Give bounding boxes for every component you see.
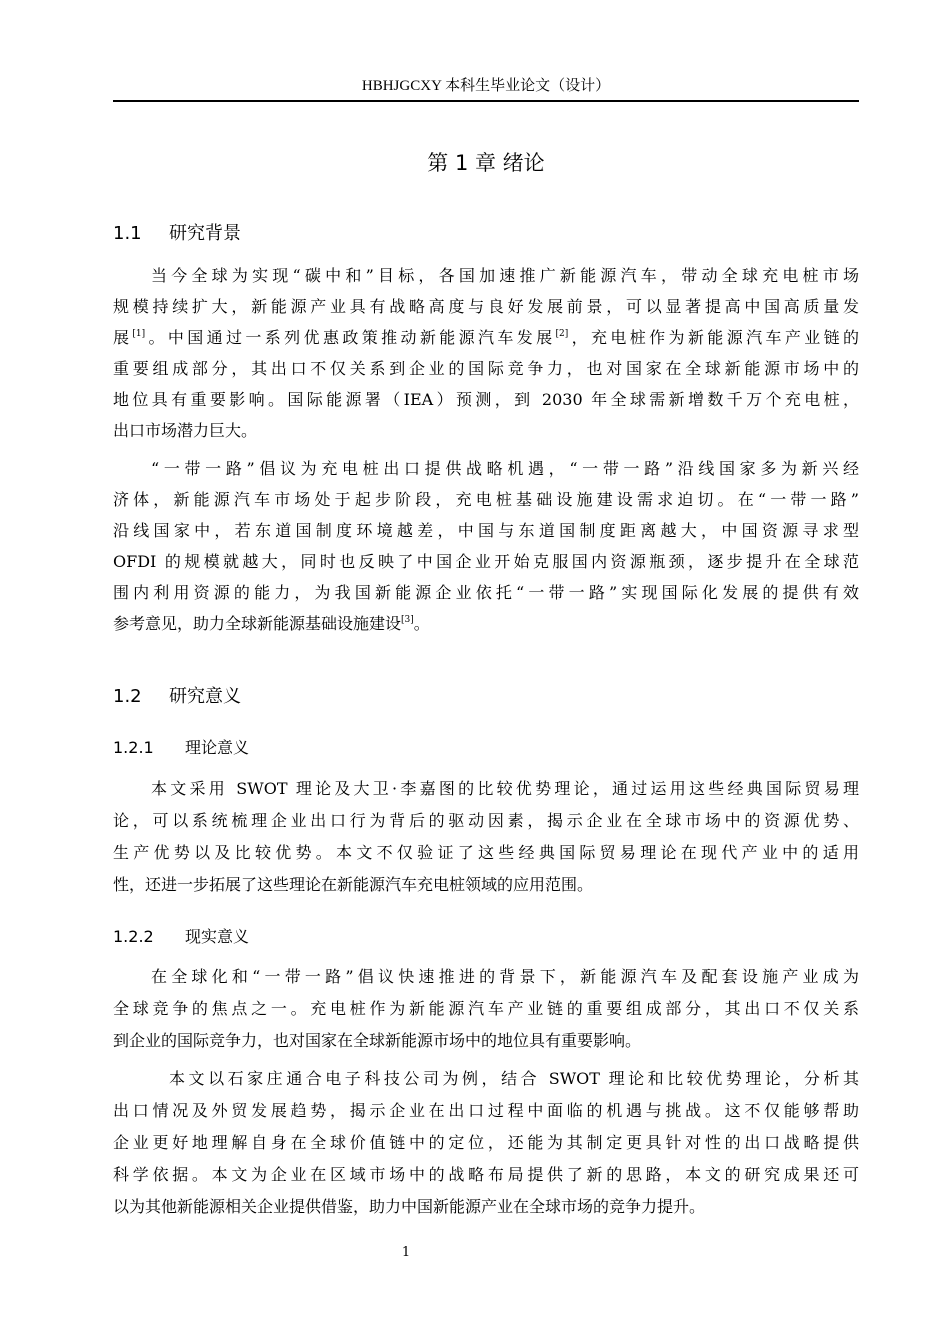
paragraph-line: “一带一路”倡议为充电桩出口提供战略机遇，“一带一路”沿线国家多为新兴经 (151, 459, 859, 478)
paragraph-line: 生产优势以及比较优势。本文不仅验证了这些经典国际贸易理论在现代产业中的适用 (113, 843, 859, 862)
paragraph-line: 科学依据。本文为企业在区域市场中的战略布局提供了新的思路，本文的研究成果还可 (113, 1165, 859, 1184)
text-run: 参考意见，助力全球新能源基础设施建设 (113, 614, 402, 633)
header-rule (113, 100, 859, 102)
section-heading-1-2-1 (113, 736, 249, 760)
section-title: 现实意义 (185, 927, 250, 946)
paragraph-line: 在全球化和“一带一路”倡议快速推进的背景下，新能源汽车及配套设施产业成为 (151, 967, 859, 986)
paragraph-line (113, 609, 859, 639)
paragraph-line: OFDI 的规模就越大，同时也反映了中国企业开始克服国内资源瓶颈，逐步提升在全球范 (113, 552, 859, 571)
section-heading-1-2 (113, 684, 241, 710)
section-heading-1-1 (113, 221, 241, 247)
section-title: 研究意义 (169, 686, 241, 707)
text-run: ，充电桩作为新能源汽车产业链的 (568, 328, 859, 347)
text-run: 。 (413, 614, 430, 633)
section-number: 1.2.1 (113, 738, 154, 757)
chapter-title: 第 1 章 绪论 (427, 151, 545, 175)
paragraph-line: 围内利用资源的能力，为我国新能源企业依托“一带一路”实现国际化发展的提供有效 (113, 583, 859, 602)
paragraph-line: 性，还进一步拓展了这些理论在新能源汽车充电桩领域的应用范围。 (113, 875, 594, 894)
section-number: 1.2.2 (113, 927, 154, 946)
citation-ref: [1] (132, 329, 146, 339)
section-title: 研究背景 (169, 223, 241, 244)
citation-ref: [2] (555, 329, 569, 339)
section-title: 理论意义 (185, 738, 250, 757)
paragraph-line: 出口情况及外贸发展趋势，揭示企业在出口过程中面临的机遇与挑战。这不仅能够帮助 (113, 1101, 859, 1120)
paragraph-line: 地位具有重要影响。国际能源署（IEA）预测，到 2030 年全球需新增数千万个充电桩， (113, 390, 859, 409)
section-number: 1.2 (113, 686, 142, 707)
paragraph-line: 济体，新能源汽车市场处于起步阶段，充电桩基础设施建设需求迫切。在“一带一路” (113, 490, 859, 509)
section-number: 1.1 (113, 223, 142, 244)
paragraph-line: 本文以石家庄通合电子科技公司为例，结合 SWOT 理论和比较优势理论，分析其 (169, 1069, 859, 1088)
paragraph-line: 重要组成部分，其出口不仅关系到企业的国际竞争力，也对国家在全球新能源市场中的 (113, 359, 859, 378)
paragraph-line: 沿线国家中，若东道国制度环境越差，中国与东道国制度距离越大，中国资源寻求型 (113, 521, 859, 540)
paragraph-line: 论，可以系统梳理企业出口行为背后的驱动因素，揭示企业在全球市场中的资源优势、 (113, 811, 859, 830)
paragraph-line (113, 323, 859, 353)
text-run: 展 (113, 328, 133, 347)
paragraph-line: 全球竞争的焦点之一。充电桩作为新能源汽车产业链的重要组成部分，其出口不仅关系 (113, 999, 859, 1018)
citation-ref: [3] (401, 615, 414, 625)
text-run: 。中国通过一系列优惠政策推动新能源汽车发展 (145, 328, 556, 347)
paragraph-line: 本文采用 SWOT 理论及大卫·李嘉图的比较优势理论，通过运用这些经典国际贸易理 (151, 779, 859, 798)
paragraph-line: 出口市场潜力巨大。 (113, 421, 258, 440)
page-number: 1 (401, 1245, 411, 1260)
paragraph-line: 到企业的国际竞争力，也对国家在全球新能源市场中的地位具有重要影响。 (113, 1031, 642, 1050)
paragraph-line: 规模持续扩大，新能源产业具有战略高度与良好发展前景，可以显著提高中国高质量发 (113, 297, 859, 316)
paragraph-line: 企业更好地理解自身在全球价值链中的定位，还能为其制定更具针对性的出口战略提供 (113, 1133, 859, 1152)
paragraph-line: 当今全球为实现“碳中和”目标，各国加速推广新能源汽车，带动全球充电桩市场 (151, 266, 859, 285)
paragraph-line: 以为其他新能源相关企业提供借鉴，助力中国新能源产业在全球市场的竞争力提升。 (113, 1197, 706, 1216)
section-heading-1-2-2 (113, 925, 249, 949)
page-header: HBHJGCXY 本科生毕业论文（设计） (361, 78, 611, 94)
